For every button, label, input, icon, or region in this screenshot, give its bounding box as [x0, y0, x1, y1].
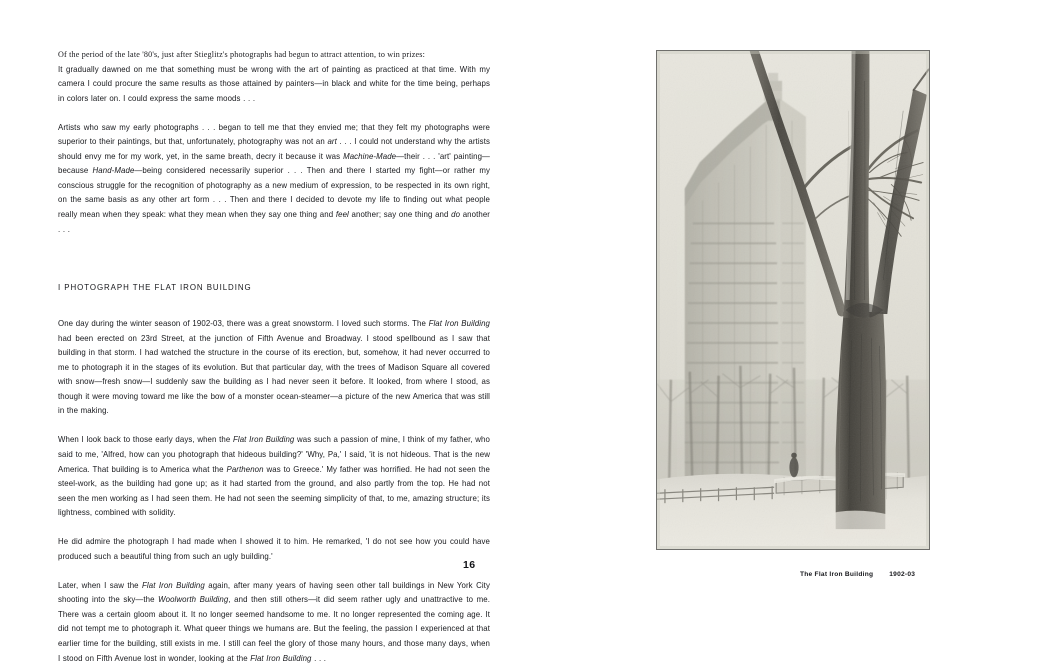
paragraph-admire: He did admire the photograph I had made when I showed it to him. He remarked, 'I do not see how you could have produced such a beautiful thing from such an ugly building.'	[58, 537, 490, 561]
flat-iron-photograph	[657, 51, 929, 549]
lead-paragraph-body: It gradually dawned on me that something must be wrong with the art of painting as practiced at that time. With my camera I could procure the same results as those attained by painters—in black and white for the time being, perhaps in colors later on. I could express the same moods . . .	[58, 64, 490, 103]
text-page	[58, 48, 490, 666]
caption-title: The Flat Iron Building	[800, 571, 874, 578]
section-heading-spacer-below	[58, 292, 490, 317]
paragraph-snowstorm: One day during the winter season of 1902-03, there was a great snowstorm. I loved such storms. The Flat Iron Building had been erected on 23rd Street, at the junction of Fifth Avenue and Broadway. I stood spellbound as I saw that building in that storm. I had watched the structure in the course of its erection, but, somehow, it had never occurred to me to photograph it in the stages of its evolution. But that particular day, with the trees of Madison Square all covered with snow—fresh snow—I suddenly saw the building as I had never seen it before. It looked, from where I stood, as though it were moving toward me like the bow of a monster ocean-steamer—a picture of the new America that was still in the making.	[58, 319, 490, 416]
paragraph-spacer	[58, 106, 490, 121]
lead-serif-line: Of the period of the late '80's, just after Stieglitz's photographs had begun to attract attention, to win prizes:	[58, 50, 425, 59]
plate-caption	[800, 571, 915, 578]
photograph-plate	[656, 50, 930, 550]
paragraph-artists: Artists who saw my early photographs . . . began to tell me that they envied me; that they felt my photographs were superior to their paintings, but that, unfortunately, photography was not an art . . . I could not understand why the artists should envy me for my work, yet, in the same breath, decry it because it was Machine-Made—their . . . 'art' painting—because Hand-Made—being considered necessarily superior . . . Then and there I started my fight—or rather my conscious struggle for the recognition of photography as a new medium of expression, to be respected in its own right, on the same basis as any other art form . . . Then and there I decided to devote my life to finding out what people really mean when they speak: what they mean when they say one thing and feel another; say one thing and do another . . .	[58, 122, 490, 234]
section-heading-spacer-above	[58, 237, 490, 283]
caption-date: 1902-03	[889, 571, 916, 578]
paragraph-father: When I look back to those early days, when the Flat Iron Building was such a passion of mine, I think of my father, who said to me, 'Alfred, how can you photograph that hideous building?' 'Why, Pa,' I said, 'it is not hideous. That is the new America. That building is to America what the Parthenon was to Greece.' My father was horrified. He had not seen the steel-work, as the building had gone up; as it had started from the ground, and also partly from the top. He had not seen the men working as I had seen them. He had not seen the seeming simplicity of that, to me, amazing structure; its lightness, combined with solidity.	[58, 435, 490, 518]
section-heading: I PHOTOGRAPH THE FLAT IRON BUILDING	[58, 283, 252, 293]
page-number: 16	[463, 559, 476, 571]
paragraph-later: Later, when I saw the Flat Iron Building again, after many years of having seen other tall buildings in New York City shooting into the sky—the Woolworth Building, and then still others—it did seem rather ugly and unattractive to me. There was a certain gloom about it. It no longer seemed handsome to me. It no longer represented the coming age. It did not tempt me to photograph it. What queer things we humans are. But the feeling, the passion I experienced at that earlier time for the building, still exists in me. I still can feel the glory of those many hours, and those many days, when I stood on Fifth Avenue lost in wonder, looking at the Flat Iron Building . . .	[58, 580, 490, 663]
